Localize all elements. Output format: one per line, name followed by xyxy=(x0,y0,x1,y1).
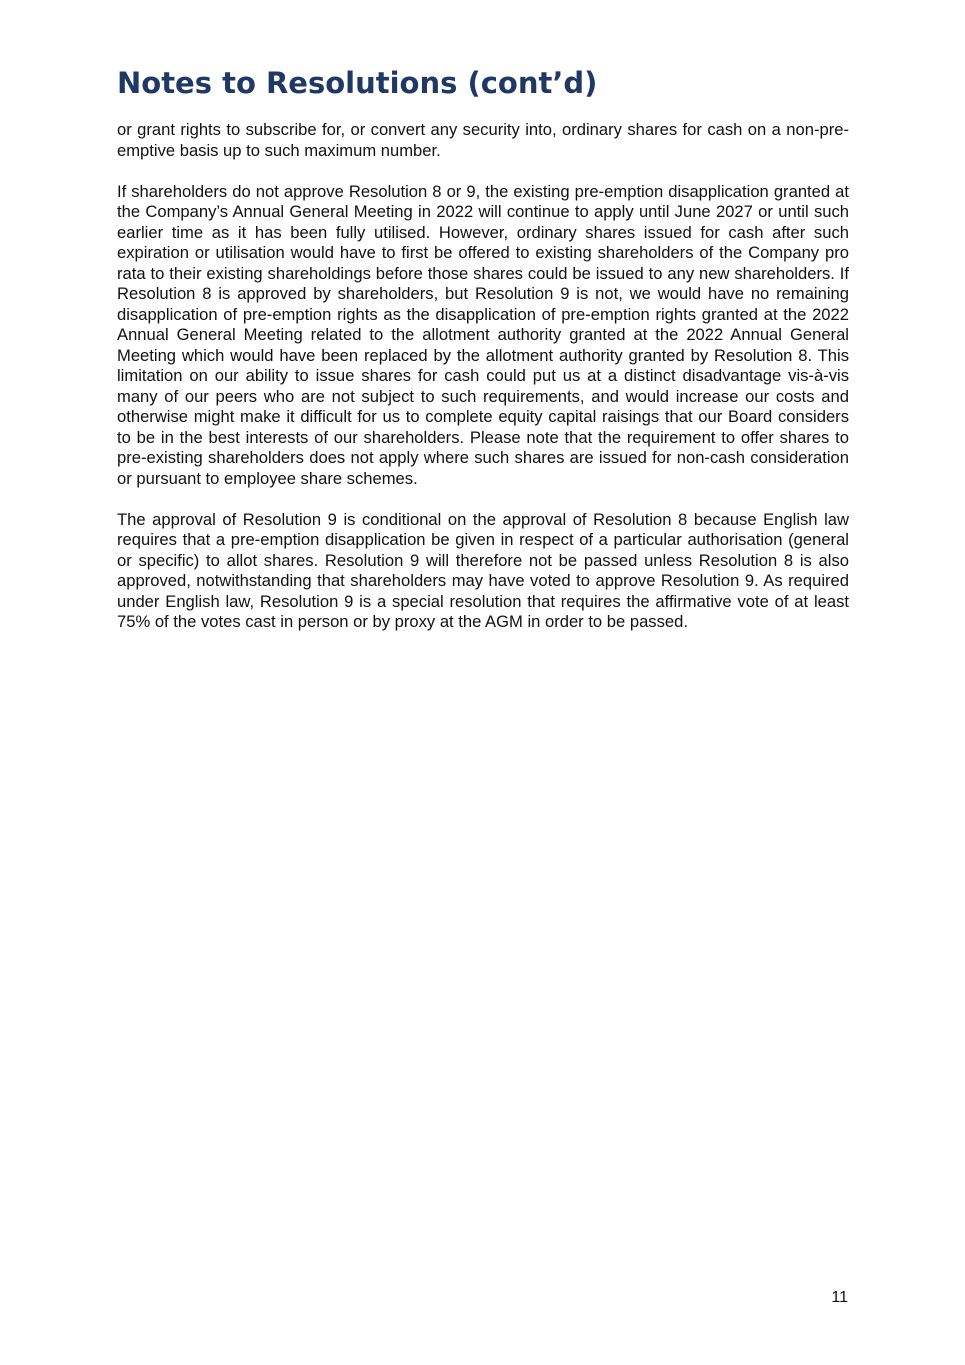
paragraph-disapplication: If shareholders do not approve Resolution 8 or 9, the existing pre-emption disapplication granted at the Company’s Annual General Meeting in 2022 will continue to apply until June 2027 or until such earlier time as it has been fully utilised. However, ordinary shares issued for cash after such expiration or utilisation would have to first be offered to existing shareholders of the Company pro rata to their existing shareholdings before those shares could be issued to any new shareholders. If Resolution 8 is approved by shareholders, but Resolution 9 is not, we would have no remaining disapplication of pre-emption rights as the disapplication of pre-emption rights granted at the 2022 Annual General Meeting related to the allotment authority granted at the 2022 Annual General Meeting which would have been replaced by the allotment authority granted by Resolution 8. This limitation on our ability to issue shares for cash could put us at a distinct disadvantage vis-à-vis many of our peers who are not subject to such requirements, and would increase our costs and otherwise might make it difficult for us to complete equity capital raisings that our Board considers to be in the best interests of our shareholders. Please note that the requirement to offer shares to pre-existing shareholders does not apply where such shares are issued for non-cash consideration or pursuant to employee share schemes. xyxy=(117,181,849,488)
page-title: Notes to Resolutions (cont’d) xyxy=(117,66,598,100)
page-number: 11 xyxy=(831,1289,848,1306)
body-text xyxy=(117,120,849,653)
paragraph-conditional-approval: The approval of Resolution 9 is conditional on the approval of Resolution 8 because English law requires that a pre-emption disapplication be given in respect of a particular authorisation (general or specific) to allot shares. Resolution 9 will therefore not be passed unless Resolution 8 is also approved, notwithstanding that shareholders may have voted to approve Resolution 9. As required under English law, Resolution 9 is a special resolution that requires the affirmative vote of at least 75% of the votes cast in person or by proxy at the AGM in order to be passed. xyxy=(117,509,849,631)
paragraph-continuation: or grant rights to subscribe for, or convert any security into, ordinary shares for cash on a non-pre-emptive basis up to such maximum number. xyxy=(117,120,849,160)
